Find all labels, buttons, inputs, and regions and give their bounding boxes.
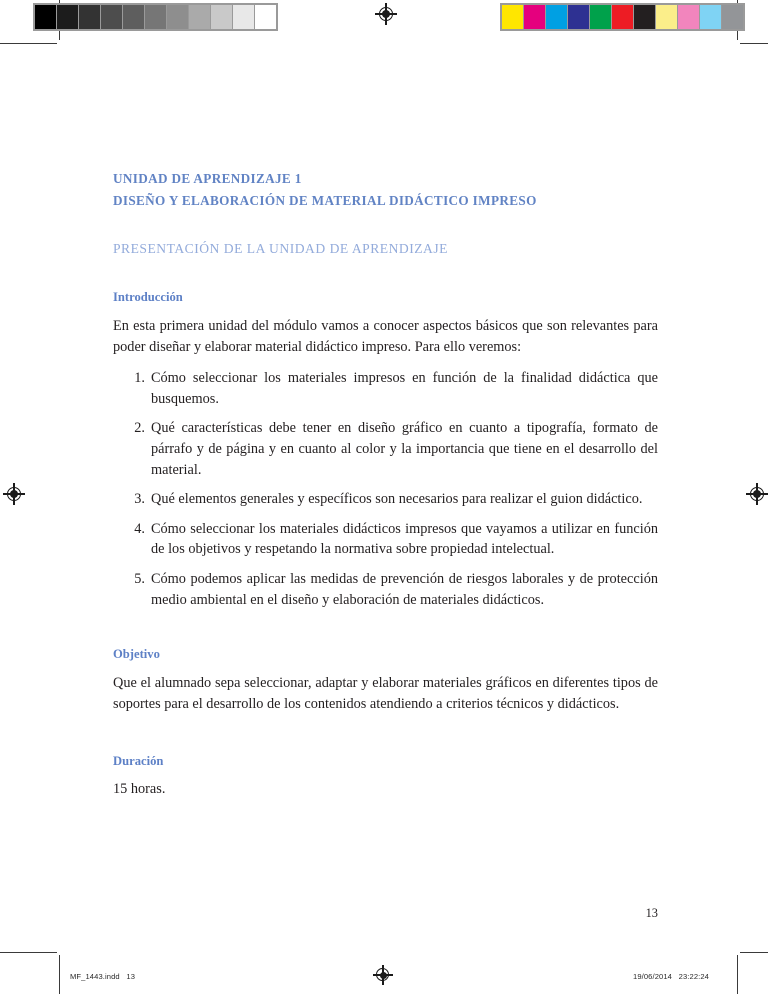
gray-swatch-4	[123, 5, 144, 29]
gray-swatch-5	[145, 5, 166, 29]
registration-target-icon-top	[375, 3, 397, 25]
gray-swatch-9	[233, 5, 254, 29]
list-item: Cómo podemos aplicar las medidas de prevención de riesgos laborales y de protección medio ambiental en el diseño y elaboración de materiales didácticos.	[151, 570, 658, 608]
process-color-bar	[500, 3, 745, 31]
gray-swatch-3	[101, 5, 122, 29]
color-swatch-7	[656, 5, 677, 29]
gray-swatch-7	[189, 5, 210, 29]
section-heading-duracion: Duración	[113, 754, 164, 769]
unit-label: UNIDAD DE APRENDIZAJE 1	[113, 171, 302, 186]
crop-mark-bottom-right-horizontal	[740, 952, 768, 953]
footer-file-slug: MF_1443.indd 13	[70, 972, 136, 981]
registration-target-icon-footer	[373, 965, 393, 985]
text-column	[113, 168, 658, 800]
color-swatch-3	[568, 5, 589, 29]
gray-swatch-8	[211, 5, 232, 29]
color-swatch-6	[634, 5, 655, 29]
color-swatch-4	[590, 5, 611, 29]
section-heading-introduccion: Introducción	[113, 290, 183, 304]
duracion-paragraph: 15 horas.	[113, 781, 166, 798]
color-swatch-10	[722, 5, 743, 29]
color-swatch-9	[700, 5, 721, 29]
list-item: Qué características debe tener en diseño gráfico en cuanto a tipografía, formato de párrafo y de página y en cuanto al color y la importancia que tiene en el desarrollo del material.	[151, 420, 658, 478]
objetivo-paragraph: Que el alumnado sepa seleccionar, adaptar y elaborar materiales gráficos en diferentes tipos de soportes para el desarrollo de los contenidos atendiendo a criterios técnicos y didácticos.	[113, 675, 658, 712]
list-item: Cómo seleccionar los materiales impresos en función de la finalidad didáctica que busquemos.	[151, 370, 658, 407]
registration-target-icon-right	[746, 483, 768, 505]
crop-mark-top-left-horizontal	[0, 43, 57, 44]
page-number: 13	[645, 906, 658, 920]
list-item: Qué elementos generales y específicos son necesarios para realizar el guion didáctico.	[151, 491, 643, 508]
crop-mark-bottom-left-horizontal	[0, 952, 57, 953]
footer-timestamp: 19/06/2014 23:22:24	[633, 972, 709, 981]
section-heading-objetivo: Objetivo	[113, 647, 160, 662]
crop-mark-bottom-right-vertical	[737, 955, 738, 994]
grayscale-step-wedge	[33, 3, 278, 31]
introduccion-list	[113, 357, 658, 610]
color-swatch-8	[678, 5, 699, 29]
gray-swatch-6	[167, 5, 188, 29]
color-swatch-0	[502, 5, 523, 29]
gray-swatch-0	[35, 5, 56, 29]
color-swatch-1	[524, 5, 545, 29]
introduccion-paragraph: En esta primera unidad del módulo vamos a conocer aspectos básicos que son relevantes para poder diseñar y elaborar material didáctico impreso. Para ello veremos:	[113, 318, 658, 355]
color-swatch-5	[612, 5, 633, 29]
crop-mark-top-right-horizontal	[740, 43, 768, 44]
gray-swatch-1	[57, 5, 78, 29]
gray-swatch-2	[79, 5, 100, 29]
crop-mark-bottom-left-vertical	[59, 955, 60, 994]
gray-swatch-10	[255, 5, 276, 29]
color-swatch-2	[546, 5, 567, 29]
presentation-heading: PRESENTACIÓN DE LA UNIDAD DE APRENDIZAJE	[113, 241, 448, 256]
list-item: Cómo seleccionar los materiales didácticos impresos que vayamos a utilizar en función de los objetivos y respetando la normativa sobre propiedad intelectual.	[151, 520, 658, 558]
registration-target-icon-left	[3, 483, 25, 505]
page-title: DISEÑO Y ELABORACIÓN DE MATERIAL DIDÁCTICO IMPRESO	[113, 192, 537, 208]
